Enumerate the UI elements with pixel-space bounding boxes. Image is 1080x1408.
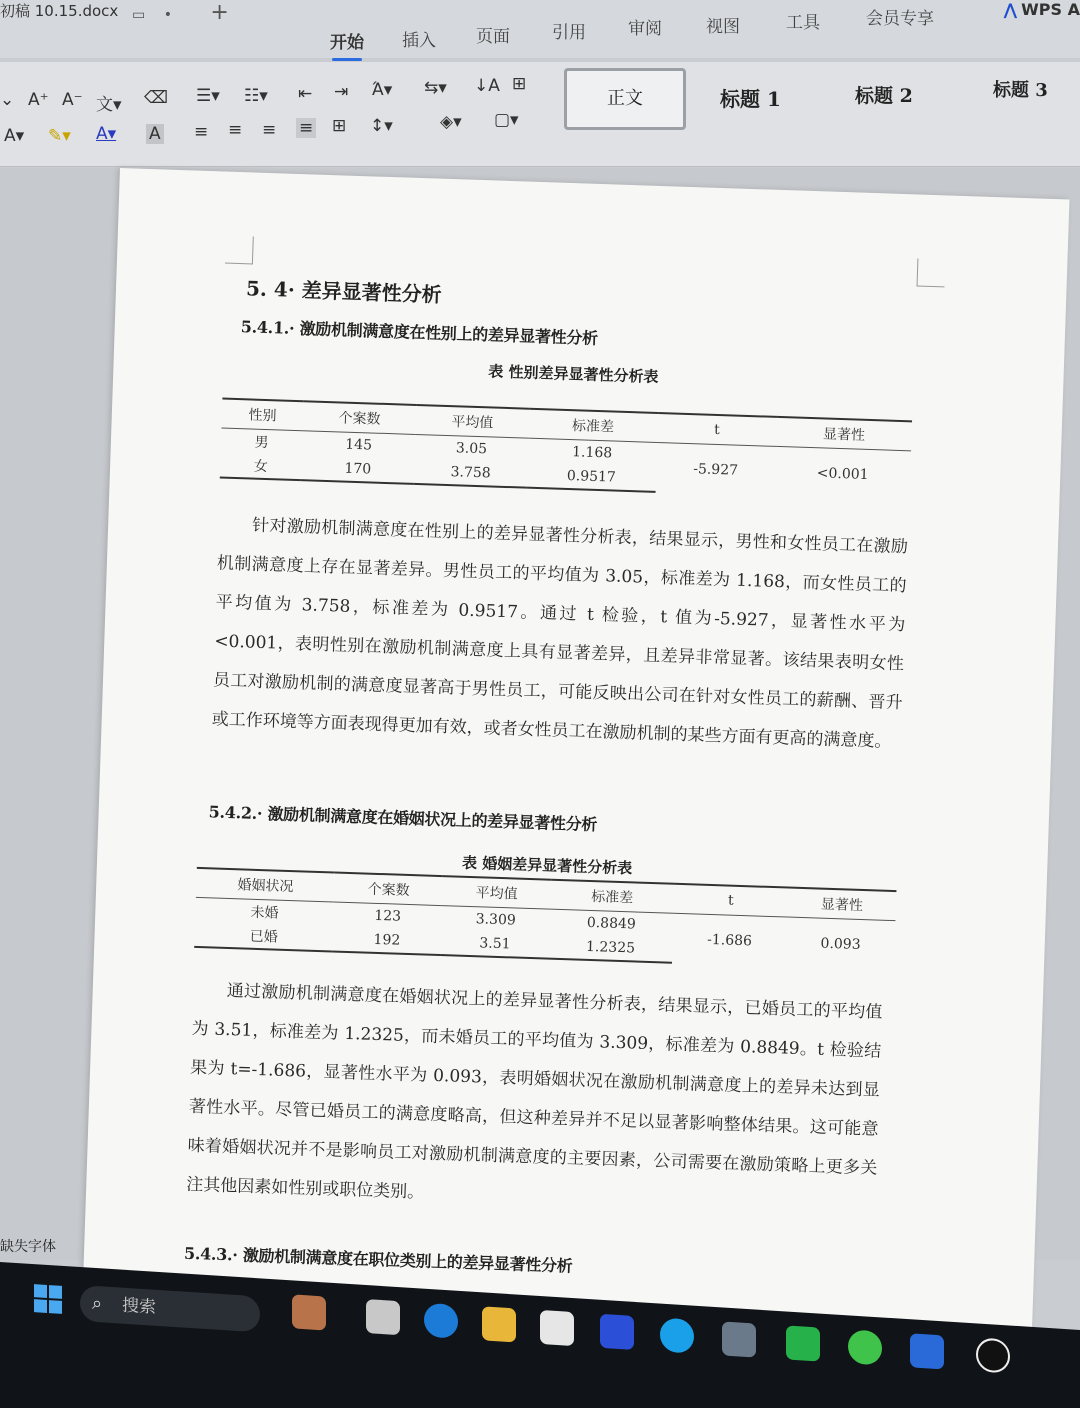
t-value-cell: -5.927 <box>692 460 739 479</box>
windows-start-icon[interactable] <box>34 1284 62 1314</box>
tab-tools[interactable]: 工具 <box>786 13 820 33</box>
numbered-list-icon[interactable]: ☷▾ <box>244 86 268 106</box>
gender-significance-table <box>220 398 912 502</box>
apps-grid-icon[interactable] <box>722 1321 756 1357</box>
sort-icon[interactable]: ↓A <box>474 76 500 96</box>
subsection-heading-gender: 5.4.1.· 激励机制满意度在性别上的差异显著性分析 <box>240 317 599 348</box>
app-widget-icon[interactable] <box>292 1294 326 1330</box>
table-caption-marital: 表 婚姻差异显著性分析表 <box>461 853 633 878</box>
browser-icon[interactable] <box>660 1318 694 1354</box>
taskbar-search[interactable] <box>80 1285 260 1332</box>
new-tab-icon[interactable]: + <box>210 0 229 25</box>
table-cell: 192 <box>332 926 441 955</box>
mail-icon[interactable] <box>910 1333 944 1369</box>
wechat-icon[interactable] <box>848 1329 882 1365</box>
convert-icon[interactable]: ⇆▾ <box>424 78 447 98</box>
folder-icon[interactable] <box>482 1306 516 1342</box>
margin-mark-top-right <box>917 258 946 287</box>
align-right-icon[interactable]: ≡ <box>262 120 277 140</box>
document-tab-name[interactable]: 初稿 10.15.docx <box>0 2 119 20</box>
title-bar <box>0 0 1080 58</box>
document-page[interactable] <box>79 168 1070 1408</box>
table-cell: 123 <box>374 907 402 925</box>
justify-icon[interactable]: ≡ <box>296 118 316 138</box>
chat-app-icon[interactable] <box>786 1325 820 1361</box>
table-cell: 3.51 <box>441 930 550 959</box>
margin-mark-top-left <box>225 236 254 265</box>
t-value-cell: -1.686 <box>706 931 753 949</box>
shading-fill-icon[interactable]: ◈▾ <box>440 112 462 132</box>
col-header: 个案数 <box>334 873 443 906</box>
align-left-icon[interactable]: ≡ <box>194 122 209 142</box>
missing-font-status[interactable]: 缺失字体 <box>0 1239 56 1255</box>
text-effect-icon[interactable]: A▾ <box>4 126 25 146</box>
wps-brand-label: WPS A <box>1021 0 1080 19</box>
tab-view[interactable]: 视图 <box>706 17 740 37</box>
home-toolbar <box>0 62 1080 167</box>
highlight-icon[interactable]: ✎▾ <box>48 126 71 146</box>
tab-page[interactable]: 页面 <box>476 27 510 47</box>
col-header: t <box>673 884 788 917</box>
table-cell: 3.309 <box>475 911 517 929</box>
tab-controls <box>132 0 243 25</box>
taskbar-search-label: 搜索 <box>122 1295 156 1318</box>
file-manager-icon[interactable] <box>366 1299 400 1335</box>
col-header: 标准差 <box>550 880 674 914</box>
align-center-icon[interactable]: ≡ <box>228 120 243 140</box>
style-heading-1[interactable]: 标题 1 <box>720 87 781 111</box>
tab-references[interactable]: 引用 <box>552 23 586 43</box>
table-cell: 0.9517 <box>527 463 656 492</box>
wps-taskbar-icon[interactable] <box>600 1314 634 1350</box>
char-shading-icon[interactable]: A <box>146 124 164 144</box>
close-tab-icon[interactable]: • <box>163 7 172 23</box>
col-header: t <box>657 413 777 446</box>
col-header: 显著性 <box>776 417 912 451</box>
table-cell: 3.758 <box>414 459 528 488</box>
table-cell: 3.05 <box>455 440 488 458</box>
table-cell: 未婚 <box>250 904 279 922</box>
style-heading-3[interactable]: 标题 3 <box>993 80 1048 101</box>
phonetic-guide-icon[interactable]: 文▾ <box>96 95 122 115</box>
increase-indent-icon[interactable]: ⇥ <box>334 82 349 102</box>
table-cell: 145 <box>345 436 373 454</box>
table-cell: 男 <box>254 434 269 452</box>
col-header: 标准差 <box>528 409 658 443</box>
style-heading-2[interactable]: 标题 2 <box>855 85 913 107</box>
dropdown-chevron-icon[interactable]: ⌄ <box>0 90 15 110</box>
col-header: 显著性 <box>787 888 896 921</box>
col-header: 性别 <box>221 399 303 431</box>
tab-home[interactable]: 开始 <box>330 28 364 53</box>
show-marks-icon[interactable]: ⊞ <box>512 74 527 94</box>
decrease-font-icon[interactable]: A⁻ <box>62 90 83 110</box>
table-cell: 0.8849 <box>586 914 637 933</box>
increase-font-icon[interactable]: A⁺ <box>28 90 49 110</box>
search-icon: ⌕ <box>92 1292 103 1315</box>
font-color-icon[interactable]: A▾ <box>96 124 117 144</box>
table-cell: 170 <box>301 455 415 484</box>
table-cell: 1.2325 <box>549 934 673 963</box>
paragraph-gender-analysis: 针对激励机制满意度在性别上的差异显著性分析表，结果显示，男性和女性员工在激励机制满意度上存在显著差异。男性员工的平均值为 3.05，标准差为 1.168，而女性员工的平均值为 3.758，标准差为 0.9517。通过 t 检验，t 值为-5.927，显著性水平为<0.001，表明性别在激励机制满意度上具有显著差异，且差异非常显著。该结果表明女性员工对激励机制的满意度显著高于男性员工，可能反映出公司在针对女性员工的薪酬、晋升或工作环境等方面表现得更加有效，或者女性员工在激励机制的某些方面有更高的满意度。 <box>211 515 909 752</box>
qq-icon[interactable] <box>976 1337 1010 1373</box>
paragraph-marital-analysis: 通过激励机制满意度在婚姻状况上的差异显著性分析表，结果显示，已婚员工的平均值为 3.51，标准差为 1.2325，而未婚员工的平均值为 3.309，标准差为 0.8849。t 检验结果为 t=-1.686，显著性水平为 0.093，表明婚姻状况在激励机制满意度上的差异未达到显著性水平。尽管已婚员工的满意度略高，但这种差异并不足以显著影响整体结果。这可能意味着婚姻状况并不是影响员工对激励机制满意度的主要因素，公司需要在激励策略上更多关注其他因素如性别或职位类别。 <box>185 980 883 1203</box>
decrease-indent-icon[interactable]: ⇤ <box>298 84 313 104</box>
clear-format-icon[interactable]: ⌫ <box>144 88 169 108</box>
tab-review[interactable]: 审阅 <box>628 19 662 39</box>
table-caption-gender: 表 性别差异显著性分析表 <box>488 362 659 386</box>
table-cell: 1.168 <box>571 444 613 462</box>
col-header: 个案数 <box>303 401 417 434</box>
tab-member[interactable]: 会员专享 <box>866 9 934 29</box>
col-header: 平均值 <box>442 876 551 909</box>
wps-logo-icon: ⋀ <box>1003 0 1018 19</box>
sig-value-cell: <0.001 <box>816 464 869 483</box>
text-direction-icon[interactable]: Ά▾ <box>372 80 393 100</box>
subsection-heading-marital: 5.4.2.· 激励机制满意度在婚姻状况上的差异显著性分析 <box>208 802 598 835</box>
monitor-icon[interactable]: ▭ <box>132 7 146 23</box>
edge-browser-icon[interactable] <box>424 1303 458 1339</box>
bullet-list-icon[interactable]: ☰▾ <box>196 86 220 106</box>
subsection-heading-position: 5.4.3.· 激励机制满意度在职位类别上的差异显著性分析 <box>183 1243 573 1276</box>
line-spacing-icon[interactable]: ↕▾ <box>370 116 393 136</box>
distribute-icon[interactable]: ⊞ <box>332 116 347 136</box>
col-header: 婚姻状况 <box>196 868 335 902</box>
wps-brand[interactable] <box>1004 0 1080 19</box>
sig-value-cell: 0.093 <box>820 935 861 953</box>
ribbon-tabs <box>300 0 1080 58</box>
style-normal[interactable]: 正文 <box>564 68 686 130</box>
table-cell: 已婚 <box>194 922 333 952</box>
border-icon[interactable]: ▢▾ <box>494 110 519 130</box>
store-icon[interactable] <box>540 1310 574 1346</box>
table-cell: 女 <box>220 452 302 480</box>
col-header: 平均值 <box>415 405 529 438</box>
tab-insert[interactable]: 插入 <box>402 31 436 51</box>
section-heading: 5. 4· 差异显著性分析 <box>245 276 443 307</box>
